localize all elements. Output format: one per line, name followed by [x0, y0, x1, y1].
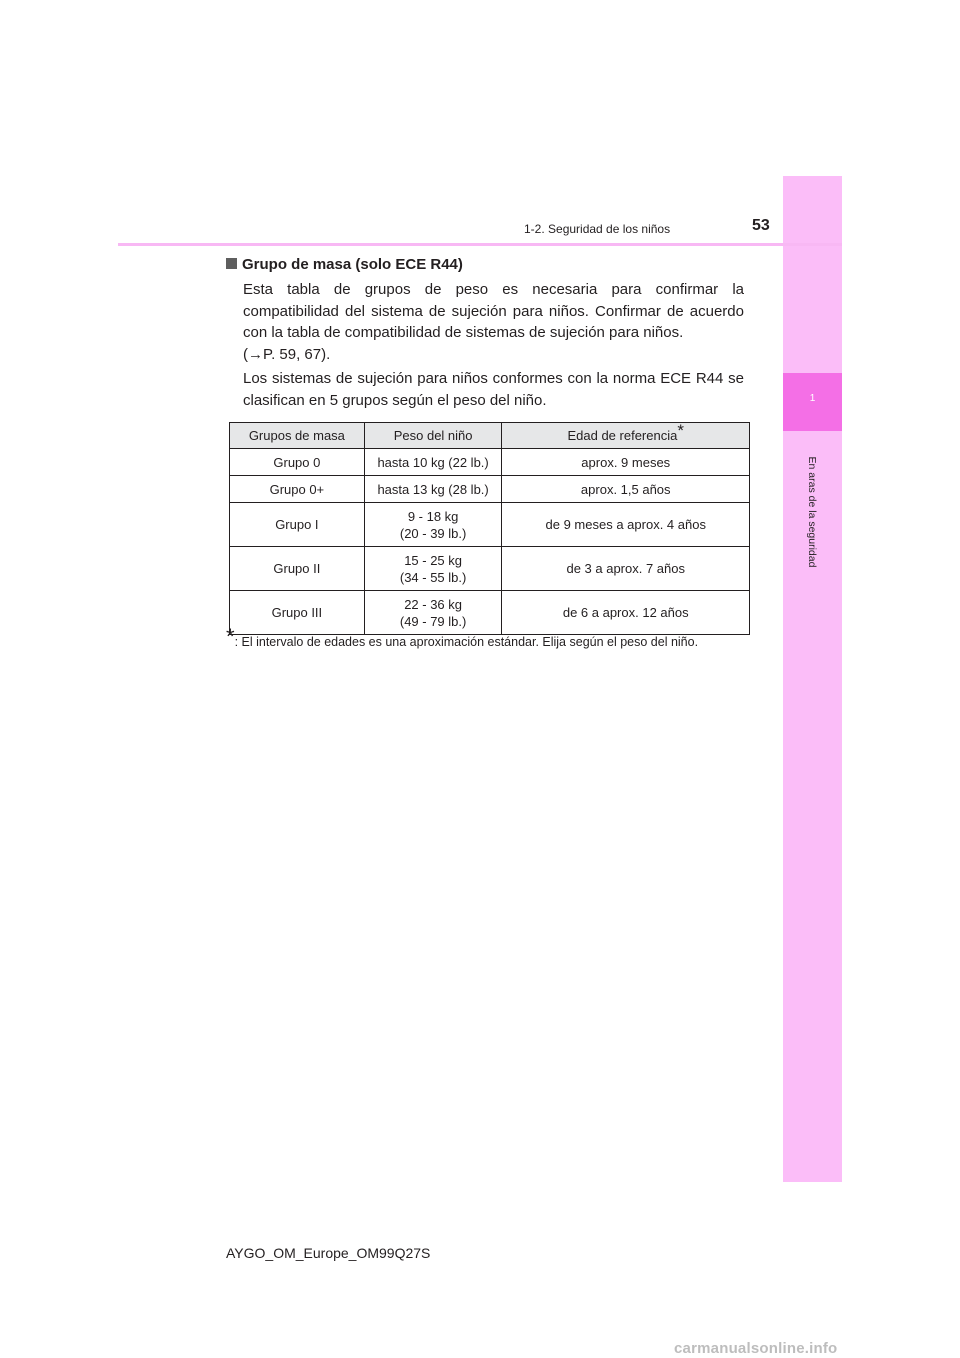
column-header-child-weight: Peso del niño — [364, 423, 502, 449]
paragraph-line: con la tabla de compatibilidad de sistemas de sujeción para niños. — [243, 324, 684, 341]
paragraph-line: Esta tabla de grupos de peso es necesaria para confirmar la — [243, 281, 744, 298]
footnote-marker: * — [226, 624, 235, 649]
footnote-marker: * — [677, 421, 684, 440]
page-number: 53 — [752, 217, 770, 234]
cell-age: aprox. 1,5 años — [502, 476, 750, 503]
table-row — [230, 547, 750, 591]
table-row — [230, 449, 750, 476]
cell-weight-lb: (34 - 55 lb.) — [399, 569, 467, 585]
mass-group-table — [229, 422, 750, 635]
cell-age: de 3 a aprox. 7 años — [502, 547, 750, 591]
cell-group: Grupo III — [230, 591, 365, 635]
cell-age: de 6 a aprox. 12 años — [502, 591, 750, 635]
cell-group: Grupo 0 — [230, 449, 365, 476]
cell-age: aprox. 9 meses — [502, 449, 750, 476]
table-row — [230, 503, 750, 547]
cell-age: de 9 meses a aprox. 4 años — [502, 503, 750, 547]
cell-weight-lb: (20 - 39 lb.) — [399, 525, 467, 541]
intro-paragraph — [243, 279, 744, 365]
cell-group: Grupo 0+ — [230, 476, 365, 503]
cell-weight: hasta 10 kg (22 lb.) — [364, 449, 502, 476]
table-header-row — [230, 423, 750, 449]
section-heading-text: Grupo de masa (solo ECE R44) — [242, 256, 463, 273]
cell-weight-kg: 22 - 36 kg — [404, 596, 463, 612]
header-divider — [118, 243, 842, 246]
square-bullet-icon — [226, 258, 237, 269]
cell-weight — [364, 547, 502, 591]
classification-paragraph — [243, 368, 744, 411]
paragraph-line: compatibilidad del sistema de sujeción para niños. Confirmar de acuerdo — [243, 302, 744, 320]
cell-weight — [364, 591, 502, 635]
side-tab-chapter-label: En aras de la seguridad — [806, 456, 818, 568]
cell-weight: hasta 13 kg (28 lb.) — [364, 476, 502, 503]
header-section-title: 1-2. Seguridad de los niños — [524, 222, 671, 236]
side-tab-chapter-number: 1 — [783, 373, 842, 431]
paragraph-line: clasifican en 5 grupos según el peso del niño. — [243, 391, 547, 409]
cell-weight — [364, 503, 502, 547]
cell-group: Grupo II — [230, 547, 365, 591]
column-header-reference-age-text: Edad de referencia — [567, 428, 678, 443]
document-id: AYGO_OM_Europe_OM99Q27S — [226, 1245, 431, 1261]
table-row — [230, 591, 750, 635]
section-heading — [226, 256, 463, 273]
footnote-text: : El intervalo de edades es una aproximación estándar. Elija según el peso del niño. — [234, 635, 699, 649]
side-tab-band — [783, 176, 842, 1182]
column-header-reference-age — [502, 423, 750, 449]
cell-weight-kg: 15 - 25 kg — [404, 552, 463, 568]
paragraph-line: Los sistemas de sujeción para niños conformes con la norma ECE R44 se — [243, 370, 744, 387]
watermark: carmanualsonline.info — [674, 1340, 838, 1357]
cell-weight-lb: (49 - 79 lb.) — [399, 613, 467, 629]
cell-weight-kg: 9 - 18 kg — [407, 508, 459, 524]
page-reference-link[interactable]: (→P. 59, 67). — [243, 345, 331, 363]
cell-group: Grupo I — [230, 503, 365, 547]
table-footnote — [226, 624, 699, 649]
column-header-mass-group: Grupos de masa — [230, 423, 365, 449]
table-row — [230, 476, 750, 503]
